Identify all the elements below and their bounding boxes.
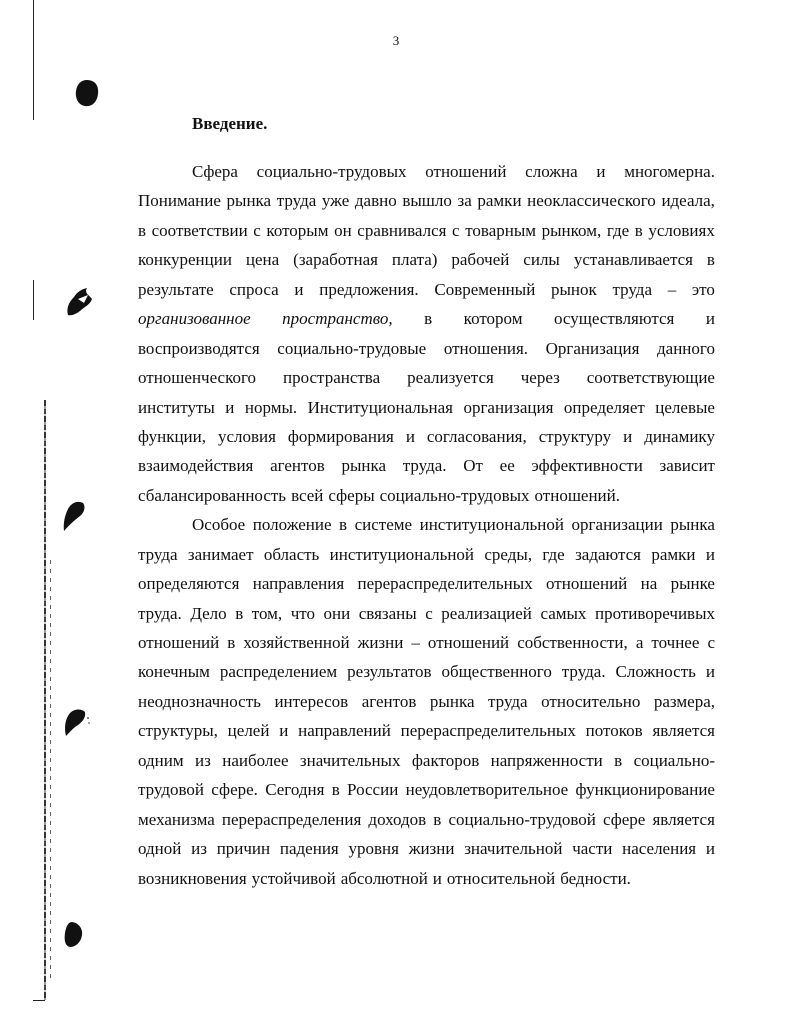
word: рынка <box>226 191 272 211</box>
word: перераспределения <box>221 809 362 829</box>
word: функции, <box>138 426 206 446</box>
word: предложения. <box>319 279 419 299</box>
word: осуществляются <box>553 309 675 329</box>
word: институциональной <box>419 515 565 535</box>
word: давно <box>354 191 397 211</box>
punch-hole-mark <box>58 704 92 738</box>
text-line <box>138 393 715 422</box>
word: соответствующие <box>586 368 715 388</box>
word: труда. <box>138 603 182 623</box>
word: они <box>323 603 351 623</box>
word: реализацией <box>441 603 532 623</box>
word: ее <box>499 456 515 476</box>
text-line <box>138 599 715 628</box>
text-line <box>138 746 715 775</box>
word: отношения. <box>443 338 529 358</box>
word: отношений <box>138 633 220 652</box>
text-line <box>138 363 715 392</box>
word: товарным <box>465 220 537 240</box>
word: рабочей <box>451 250 510 270</box>
word: это <box>691 279 715 299</box>
italic-term: организованное <box>138 309 251 329</box>
word: в <box>331 780 340 800</box>
word: с <box>425 603 433 623</box>
word: Особое <box>192 515 246 535</box>
word: эффективности <box>531 456 643 476</box>
word: область <box>263 544 320 564</box>
word: функционирование <box>575 780 715 800</box>
word: факторов <box>411 750 480 770</box>
word: воспроизводятся <box>138 338 260 358</box>
word: Современный <box>434 279 536 299</box>
word: бедности. <box>560 868 631 888</box>
word: сфере <box>602 809 646 829</box>
scan-edge-line <box>33 0 34 120</box>
word: сравнивался <box>357 220 447 240</box>
word: которым <box>266 220 329 240</box>
word: многомерна. <box>624 162 715 181</box>
text-line <box>138 805 715 834</box>
text-line <box>138 481 715 510</box>
word: и <box>623 426 633 446</box>
section-heading: Введение. <box>192 114 268 133</box>
word: конкуренции <box>138 250 232 270</box>
word: рынок <box>551 279 597 299</box>
word: цена <box>245 250 280 270</box>
word: жизни <box>408 839 455 859</box>
word: результатов <box>347 662 432 682</box>
word: данного <box>657 338 715 358</box>
word: с <box>707 633 715 652</box>
text-line <box>138 628 715 657</box>
text-line <box>138 422 715 451</box>
word: направлений <box>298 721 391 741</box>
word: через <box>520 368 560 388</box>
word: а <box>635 633 644 652</box>
word: с <box>452 220 460 240</box>
word: труда <box>488 691 528 711</box>
word: в <box>634 220 643 240</box>
word: отношенческого <box>138 368 257 388</box>
word: сбалансированность <box>138 485 287 505</box>
punch-hole-mark <box>74 78 100 108</box>
word: он <box>334 220 352 240</box>
word: точнее <box>651 633 700 652</box>
word: (заработная <box>293 250 378 270</box>
word: на <box>640 574 658 594</box>
page-number: 3 <box>392 33 400 48</box>
word: в <box>235 603 244 623</box>
text-line <box>138 569 715 598</box>
word: относительно <box>541 691 641 711</box>
word: значительных <box>299 750 401 770</box>
word: является <box>652 809 715 829</box>
word: труда <box>276 191 317 211</box>
word: зависит <box>659 456 715 476</box>
word: – <box>667 279 677 299</box>
text-line <box>138 510 715 539</box>
word: соответствии <box>151 220 248 240</box>
word: Сегодня <box>265 780 325 800</box>
word: сферы <box>328 485 375 505</box>
word: рынка <box>429 691 475 711</box>
word: организация <box>463 397 554 417</box>
word: устойчивой <box>251 868 336 888</box>
word: трудовой <box>138 780 204 800</box>
word: результате <box>138 279 214 299</box>
word: всей <box>291 485 324 505</box>
word: условиях <box>648 220 715 240</box>
word: в <box>339 515 348 535</box>
word: что <box>290 603 315 623</box>
text-line <box>138 687 715 716</box>
word: интересов <box>274 691 349 711</box>
text-line <box>138 716 715 745</box>
word: системе <box>354 515 413 535</box>
word: и <box>705 662 715 682</box>
word: и <box>279 721 289 741</box>
word: среды, <box>484 544 533 564</box>
word: отношений <box>427 633 510 652</box>
word: занимает <box>187 544 254 564</box>
word: жизни <box>357 633 404 652</box>
word: пространства <box>282 368 381 388</box>
word: социально-трудовых <box>379 485 530 505</box>
word: социально-трудовые <box>277 338 427 358</box>
word: за <box>457 191 472 211</box>
word: плата) <box>391 250 438 270</box>
word: из <box>195 750 211 770</box>
word: рамки <box>651 544 696 564</box>
word: Институциональная <box>307 397 453 417</box>
word: нормы. <box>244 397 298 417</box>
word: труда. <box>561 662 606 682</box>
word: труда <box>138 544 178 564</box>
word: Сфера <box>192 162 238 181</box>
word: уже <box>321 191 350 211</box>
word: том, <box>251 603 283 623</box>
word: вышло <box>402 191 452 211</box>
text-line <box>138 334 715 363</box>
punch-hole-mark <box>62 285 96 319</box>
word: связаны <box>358 603 417 623</box>
word: направления <box>252 574 345 594</box>
word: уровня <box>348 839 399 859</box>
punch-hole-mark <box>62 920 86 950</box>
word: спроса <box>229 279 279 299</box>
word: – <box>411 633 420 652</box>
word: От <box>463 456 483 476</box>
word: идеала, <box>661 191 715 211</box>
text-line <box>138 864 715 893</box>
word: населения <box>622 839 697 859</box>
text-line <box>138 834 715 863</box>
word: социально-трудовых <box>256 162 407 181</box>
word: возникновения <box>138 868 247 888</box>
word: социально- <box>633 750 715 770</box>
word: собственности, <box>517 633 628 652</box>
word: отношений <box>546 574 628 594</box>
word: структуры, <box>138 721 218 741</box>
word: в <box>138 220 147 240</box>
word: хозяйственной <box>243 633 350 652</box>
word: и <box>705 309 715 329</box>
word: напряженности <box>490 750 603 770</box>
word: сложна <box>525 162 578 181</box>
text-line <box>138 245 715 274</box>
scan-edge-line <box>33 280 34 320</box>
text-line <box>138 216 715 245</box>
word: и <box>294 279 304 299</box>
word: положение <box>252 515 332 535</box>
word: и <box>405 426 415 446</box>
word: силы <box>523 250 560 270</box>
word: и <box>705 839 715 859</box>
word: потоков <box>585 721 643 741</box>
word: агентов <box>270 456 325 476</box>
word: распределением <box>219 662 338 682</box>
word: взаимодействия <box>138 456 254 476</box>
word: динамику <box>644 426 715 446</box>
word: рынке <box>670 574 715 594</box>
word: неоклассического <box>527 191 656 211</box>
word: институты <box>138 397 215 417</box>
word: в <box>614 750 623 770</box>
word: целевые <box>655 397 715 417</box>
word: где <box>542 544 565 564</box>
word: в <box>433 809 442 829</box>
word: в <box>706 250 715 270</box>
word: условия <box>217 426 276 446</box>
word: рынком, <box>541 220 602 240</box>
text-line <box>138 186 715 215</box>
word: и <box>705 544 715 564</box>
word: где <box>606 220 630 240</box>
text-line <box>138 451 715 480</box>
word: рамки <box>477 191 522 211</box>
text-line <box>138 657 715 686</box>
scan-edge-tick <box>33 1000 45 1001</box>
word: в <box>227 633 236 652</box>
italic-term: пространство, <box>282 309 393 329</box>
word: агентов <box>361 691 417 711</box>
word: относительной <box>446 868 556 888</box>
word: определяет <box>563 397 645 417</box>
word: и <box>596 162 606 181</box>
word: является <box>652 721 715 741</box>
word: из <box>191 839 207 859</box>
text-line <box>138 304 715 333</box>
word: одной <box>138 839 182 859</box>
word: конечным <box>138 662 210 682</box>
scan-edge-strip <box>50 560 51 980</box>
word: Понимание <box>138 191 221 211</box>
word: социально-трудовой <box>448 809 596 829</box>
word: реализуется <box>407 368 494 388</box>
word: самых <box>540 603 587 623</box>
word: организации <box>571 515 663 535</box>
word: формирования <box>287 426 394 446</box>
text-line <box>138 540 715 569</box>
punch-hole-mark <box>56 497 90 533</box>
word: России <box>347 780 399 800</box>
word: неоднозначность <box>138 691 261 711</box>
word: целей <box>227 721 270 741</box>
text-line <box>138 157 715 186</box>
scan-edge-strip <box>44 400 46 1000</box>
word: структуру <box>538 426 612 446</box>
word: общественного <box>441 662 552 682</box>
word: размера, <box>653 691 715 711</box>
word: одним <box>138 750 184 770</box>
body-text <box>138 157 715 893</box>
word: значительной <box>464 839 563 859</box>
word: труда <box>612 279 653 299</box>
word: доходов <box>368 809 427 829</box>
word: абсолютной <box>340 868 428 888</box>
word: и <box>225 397 235 417</box>
word: рынка <box>341 456 387 476</box>
word: Дело <box>190 603 227 623</box>
word: сфере. <box>211 780 258 800</box>
word: с <box>253 220 261 240</box>
word: перераспределительных <box>400 721 576 741</box>
word: отношений <box>425 162 507 181</box>
text-line <box>138 775 715 804</box>
word: рынка <box>670 515 715 535</box>
word: институциональной <box>329 544 475 564</box>
word: Сложность <box>615 662 696 682</box>
word: отношений. <box>534 485 620 505</box>
word: причин <box>216 839 271 859</box>
text-line <box>138 275 715 304</box>
word: Организация <box>545 338 640 358</box>
word: определяются <box>138 574 240 594</box>
word: устанавливается <box>573 250 693 270</box>
word: падения <box>279 839 339 859</box>
word: части <box>572 839 613 859</box>
word: котором <box>463 309 523 329</box>
word: противоречивых <box>594 603 715 623</box>
word: наиболее <box>222 750 289 770</box>
word: неудовлетворительное <box>405 780 569 800</box>
word: перераспределительных <box>357 574 533 594</box>
word: труда. <box>402 456 447 476</box>
word: в <box>424 309 433 329</box>
word: согласования, <box>426 426 527 446</box>
word: и <box>432 868 442 888</box>
word: механизма <box>138 809 215 829</box>
word: задаются <box>575 544 641 564</box>
